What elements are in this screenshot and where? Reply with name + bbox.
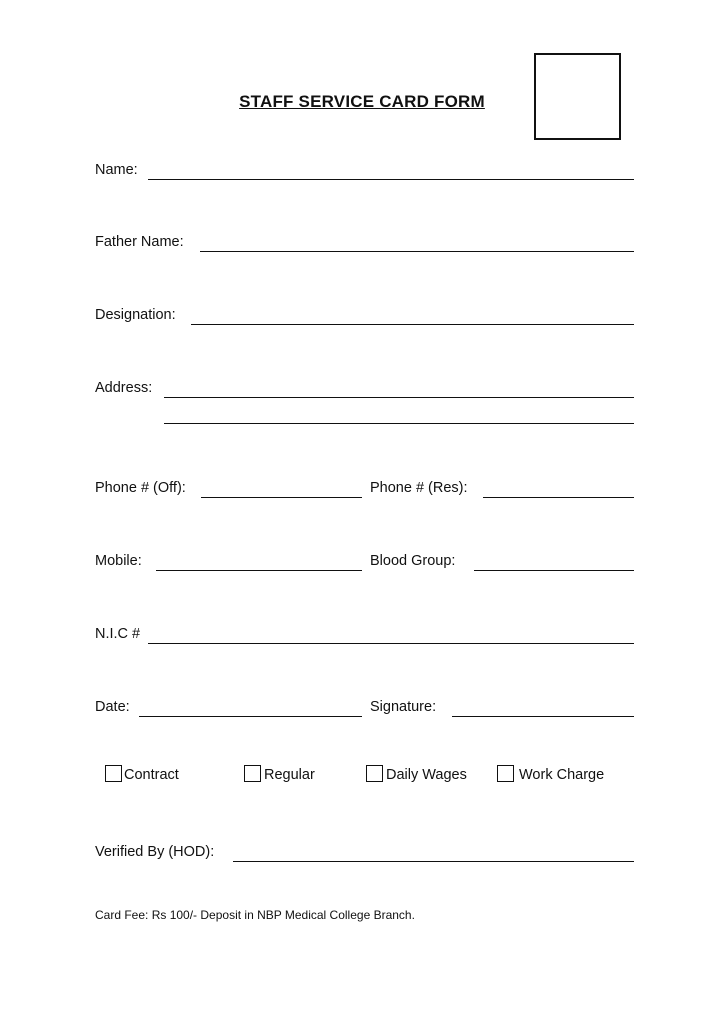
phone-off-label: Phone # (Off): bbox=[95, 480, 186, 496]
name-label: Name: bbox=[95, 162, 138, 178]
mobile-label: Mobile: bbox=[95, 553, 142, 569]
verified-by-label: Verified By (HOD): bbox=[95, 844, 215, 860]
contract-label: Contract bbox=[124, 767, 179, 783]
card-fee-note: Card Fee: Rs 100/- Deposit in NBP Medical College Branch. bbox=[95, 908, 415, 922]
phone-off-field[interactable] bbox=[201, 497, 362, 498]
daily-wages-checkbox[interactable] bbox=[366, 765, 383, 782]
form-title: STAFF SERVICE CARD FORM bbox=[239, 92, 485, 111]
address-label: Address: bbox=[95, 380, 153, 396]
address-field-line-2[interactable] bbox=[164, 423, 634, 424]
nic-field[interactable] bbox=[148, 643, 634, 644]
regular-checkbox[interactable] bbox=[244, 765, 261, 782]
name-field[interactable] bbox=[148, 179, 634, 180]
blood-group-label: Blood Group: bbox=[370, 553, 456, 569]
father-name-label: Father Name: bbox=[95, 234, 184, 250]
blood-group-field[interactable] bbox=[474, 570, 634, 571]
designation-label: Designation: bbox=[95, 307, 176, 323]
phone-res-field[interactable] bbox=[483, 497, 634, 498]
father-name-field[interactable] bbox=[200, 251, 634, 252]
signature-field[interactable] bbox=[452, 716, 634, 717]
date-label: Date: bbox=[95, 699, 130, 715]
contract-checkbox[interactable] bbox=[105, 765, 122, 782]
designation-field[interactable] bbox=[191, 324, 634, 325]
work-charge-checkbox[interactable] bbox=[497, 765, 514, 782]
nic-label: N.I.C # bbox=[95, 626, 141, 642]
phone-res-label: Phone # (Res): bbox=[370, 480, 468, 496]
date-field[interactable] bbox=[139, 716, 362, 717]
verified-by-field[interactable] bbox=[233, 861, 634, 862]
address-field-line-1[interactable] bbox=[164, 397, 634, 398]
regular-label: Regular bbox=[264, 767, 315, 783]
work-charge-label: Work Charge bbox=[519, 767, 605, 783]
mobile-field[interactable] bbox=[156, 570, 362, 571]
signature-label: Signature: bbox=[370, 699, 437, 715]
daily-wages-label: Daily Wages bbox=[386, 767, 467, 783]
